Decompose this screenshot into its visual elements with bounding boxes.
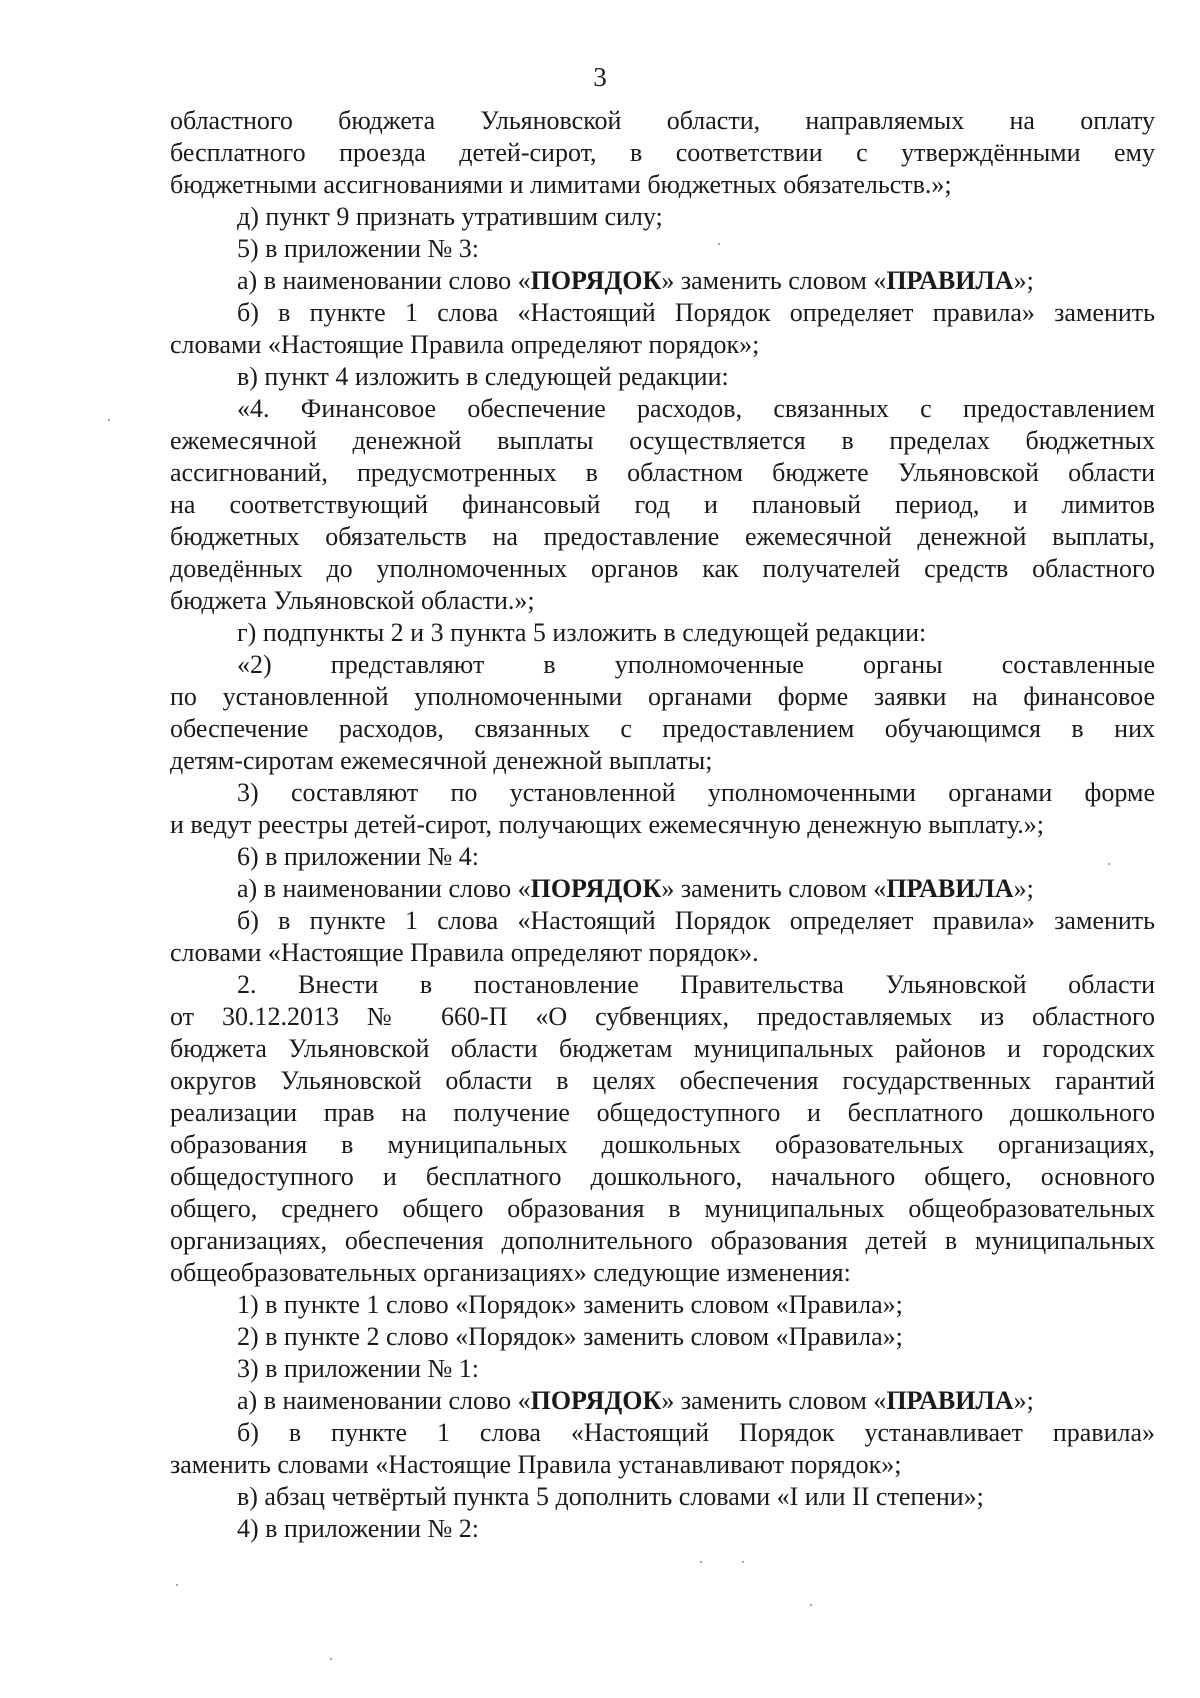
text-line: б) в пункте 1 слова «Настоящий Порядок устанавливает правила» (237, 1418, 1155, 1447)
text-line: образования в муниципальных дошкольных образовательных организациях, (170, 1130, 1155, 1159)
text-line: бюджетных обязательств на предоставление ежемесячной денежной выплаты, (170, 522, 1155, 551)
text-line: ассигнований, предусмотренных в областном бюджете Ульяновской области (170, 458, 1155, 487)
text-line: 5) в приложении № 3: (237, 234, 480, 263)
text-line: округов Ульяновской области в целях обеспечения государственных гарантий (170, 1066, 1155, 1095)
text-line: а) в наименовании слово «ПОРЯДОК» заменить словом «ПРАВИЛА»; (237, 874, 1034, 903)
text-line: доведённых до уполномоченных органов как получателей средств областного (170, 554, 1155, 583)
text-line: а) в наименовании слово «ПОРЯДОК» заменить словом «ПРАВИЛА»; (237, 1386, 1034, 1415)
text-line: бюджета Ульяновской области бюджетам муниципальных районов и городских (170, 1034, 1155, 1063)
text-line: а) в наименовании слово «ПОРЯДОК» заменить словом «ПРАВИЛА»; (237, 266, 1034, 295)
text-line: 3) составляют по установленной уполномоченными органами форме (237, 778, 1155, 807)
text-line: реализации прав на получение общедоступного и бесплатного дошкольного (170, 1098, 1155, 1127)
text-line: на соответствующий финансовый год и плановый период, и лимитов (170, 490, 1155, 519)
text-line: общедоступного и бесплатного дошкольного, начального общего, основного (170, 1162, 1155, 1191)
scan-speck (742, 1561, 744, 1563)
page-number: 3 (593, 62, 607, 92)
document-body (170, 105, 1155, 1545)
scan-speck (1108, 863, 1110, 865)
text-line: в) абзац четвёртый пункта 5 дополнить словами «I или II степени»; (237, 1482, 984, 1511)
text-line: детям-сиротам ежемесячной денежной выплаты; (170, 746, 713, 775)
text-line: организациях, обеспечения дополнительного образования детей в муниципальных (170, 1226, 1155, 1255)
text-line: бюджета Ульяновской области.»; (170, 586, 535, 615)
text-line: 6) в приложении № 4: (237, 842, 480, 871)
text-line: областного бюджета Ульяновской области, направляемых на оплату (170, 106, 1155, 135)
text-line: бюджетными ассигнованиями и лимитами бюджетных обязательств.»; (170, 170, 952, 199)
scan-speck (718, 243, 720, 245)
text-line: заменить словами «Настоящие Правила устанавливают порядок»; (170, 1450, 902, 1479)
text-line: д) пункт 9 признать утратившим силу; (237, 202, 663, 231)
text-line: бесплатного проезда детей-сирот, в соответствии с утверждёнными ему (170, 138, 1155, 167)
text-line: 4) в приложении № 2: (237, 1514, 480, 1543)
scan-speck (176, 1584, 178, 1586)
text-line: 1) в пункте 1 слово «Порядок» заменить словом «Правила»; (237, 1290, 903, 1319)
text-line: обеспечение расходов, связанных с предоставлением обучающимся в них (170, 714, 1155, 743)
text-line: «2) представляют в уполномоченные органы составленные (237, 650, 1155, 679)
text-line: б) в пункте 1 слова «Настоящий Порядок определяет правила» заменить (237, 298, 1155, 327)
text-line: общего, среднего общего образования в муниципальных общеобразовательных (170, 1194, 1155, 1223)
text-line: ежемесячной денежной выплаты осуществляется в пределах бюджетных (170, 426, 1155, 455)
text-line: и ведут реестры детей-сирот, получающих ежемесячную денежную выплату.»; (170, 810, 1044, 839)
scan-speck (700, 1561, 702, 1563)
text-line: г) подпункты 2 и 3 пункта 5 изложить в следующей редакции: (237, 618, 927, 647)
text-line: «4. Финансовое обеспечение расходов, связанных с предоставлением (237, 394, 1155, 423)
scan-speck (810, 1604, 812, 1606)
text-line: словами «Настоящие Правила определяют порядок». (170, 938, 759, 967)
text-line: по установленной уполномоченными органами форме заявки на финансовое (170, 682, 1155, 711)
scan-speck (330, 1658, 332, 1660)
scan-speck (108, 419, 110, 421)
text-line: словами «Настоящие Правила определяют порядок»; (170, 330, 760, 359)
text-line: 2) в пункте 2 слово «Порядок» заменить словом «Правила»; (237, 1322, 903, 1351)
text-line: 3) в приложении № 1: (237, 1354, 480, 1383)
text-line: в) пункт 4 изложить в следующей редакции: (237, 362, 729, 391)
text-line: б) в пункте 1 слова «Настоящий Порядок определяет правила» заменить (237, 906, 1155, 935)
text-line: от 30.12.2013 № 660-П «О субвенциях, предоставляемых из областного (170, 1002, 1155, 1031)
text-line: 2. Внести в постановление Правительства Ульяновской области (237, 970, 1155, 999)
text-line: общеобразовательных организациях» следующие изменения: (170, 1258, 851, 1287)
